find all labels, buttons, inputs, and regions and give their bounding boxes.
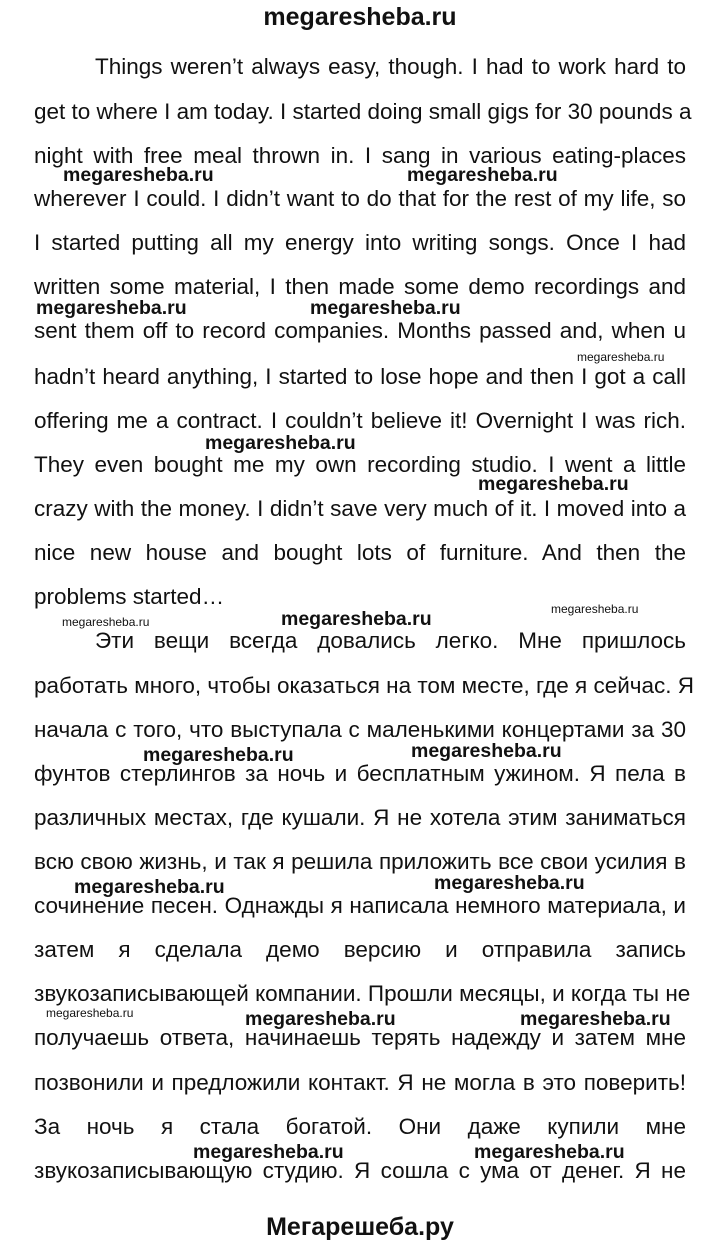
english-line: wherever I could. I didn’t want to do that for the rest of my life, so (34, 186, 686, 211)
russian-line: звукозаписывающую студию. Я сошла с ума от денег. Я не (34, 1158, 686, 1183)
watermark: megaresheba.ru (310, 297, 461, 319)
russian-line: позвонили и предложили контакт. Я не могла в это поверить! (34, 1070, 686, 1095)
site-footer: Мегарешеба.ру (266, 1213, 454, 1241)
watermark: megaresheba.ru (62, 615, 150, 629)
watermark: megaresheba.ru (193, 1141, 344, 1163)
english-line: written some material, I then made some demo recordings and (34, 274, 686, 299)
english-line: sent them off to record companies. Months passed and, when u (34, 318, 686, 343)
english-line: offering me a contract. I couldn’t believe it! Overnight I was rich. (34, 408, 686, 433)
watermark: megaresheba.ru (63, 164, 214, 186)
russian-line: различных местах, где кушали. Я не хотела этим заниматься (34, 805, 686, 830)
english-line: night with free meal thrown in. I sang in various eating-places (34, 143, 686, 168)
english-line: hadn’t heard anything, I started to lose hope and then I got a call (34, 364, 686, 389)
english-line: get to where I am today. I started doing small gigs for 30 pounds a (34, 99, 692, 124)
watermark: megaresheba.ru (478, 473, 629, 495)
watermark: megaresheba.ru (411, 740, 562, 762)
english-line: nice new house and bought lots of furniture. And then the (34, 540, 686, 565)
english-line: problems started… (34, 584, 225, 609)
russian-line: начала с того, что выступала с маленькими концертами за 30 (34, 717, 686, 742)
watermark: megaresheba.ru (46, 1006, 134, 1020)
watermark: megaresheba.ru (520, 1008, 671, 1030)
russian-line: работать много, чтобы оказаться на том месте, где я сейчас. Я (34, 673, 695, 698)
russian-line: всю свою жизнь, и так я решила приложить все свои усилия в (34, 849, 686, 874)
russian-line: звукозаписывающей компании. Прошли месяцы, и когда ты не (34, 981, 691, 1006)
russian-line: получаешь ответа, начинаешь терять надежду и затем мне (34, 1025, 686, 1050)
watermark: megaresheba.ru (74, 876, 225, 898)
watermark: megaresheba.ru (407, 164, 558, 186)
english-line: crazy with the money. I didn’t save very much of it. I moved into a (34, 496, 686, 521)
watermark: megaresheba.ru (577, 350, 665, 364)
watermark: megaresheba.ru (551, 602, 639, 616)
russian-line: Эти вещи всегда довались легко. Мне пришлось (95, 628, 686, 653)
watermark: megaresheba.ru (143, 744, 294, 766)
russian-line: сочинение песен. Однажды я написала немного материала, и (34, 893, 686, 918)
watermark: megaresheba.ru (281, 608, 432, 630)
site-header: megaresheba.ru (263, 3, 457, 31)
english-line: Things weren’t always easy, though. I had to work hard to (95, 54, 686, 79)
watermark: megaresheba.ru (245, 1008, 396, 1030)
russian-line: затем я сделала демо версию и отправила запись (34, 937, 686, 962)
watermark: megaresheba.ru (474, 1141, 625, 1163)
watermark: megaresheba.ru (36, 297, 187, 319)
english-line: I started putting all my energy into writing songs. Once I had (34, 230, 686, 255)
english-line: They even bought me my own recording studio. I went a little (34, 452, 686, 477)
watermark: megaresheba.ru (434, 872, 585, 894)
russian-line: За ночь я стала богатой. Они даже купили мне (34, 1114, 686, 1139)
watermark: megaresheba.ru (205, 432, 356, 454)
russian-line: фунтов стерлингов за ночь и бесплатным ужином. Я пела в (34, 761, 686, 786)
